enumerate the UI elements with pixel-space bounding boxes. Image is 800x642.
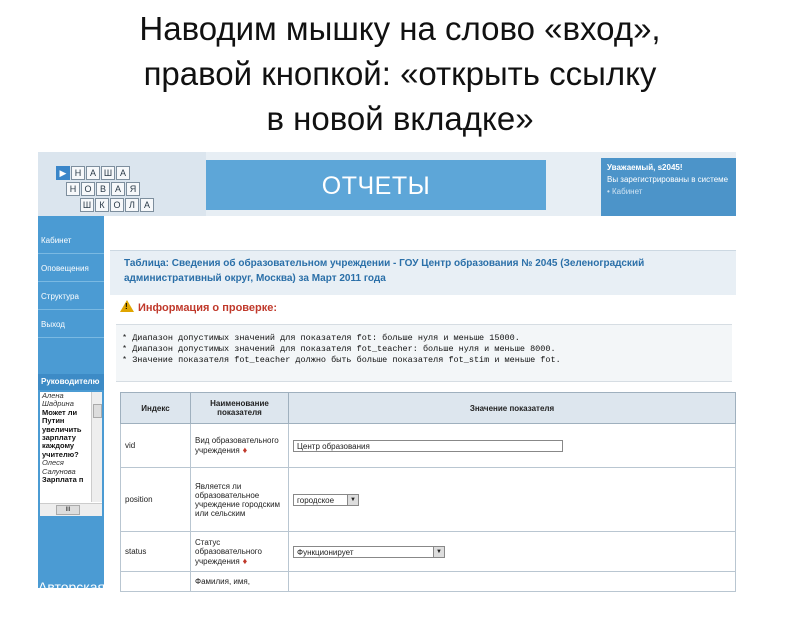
sidebar <box>38 216 106 639</box>
row-name: Является ли образовательное учреждение городским или сельским <box>191 468 289 532</box>
info-heading <box>120 300 277 314</box>
logo-tile: А <box>140 198 154 212</box>
logo-tile: Я <box>126 182 140 196</box>
row-index: status <box>121 532 191 572</box>
forum-topic: Зарплата п <box>42 475 84 485</box>
promo-line: "Эврика" <box>39 623 103 639</box>
pin-icon: ♦ <box>242 555 248 566</box>
logo-tile: О <box>81 182 95 196</box>
site-logo[interactable] <box>38 152 206 216</box>
table-row <box>121 532 736 572</box>
indicators-table <box>120 392 736 592</box>
logo-tile: Н <box>66 182 80 196</box>
pin-icon: ♦ <box>242 445 248 455</box>
sidebar-item-logout[interactable]: Выход <box>38 312 104 338</box>
sidebar-item-notifications[interactable]: Оповещения <box>38 256 104 282</box>
slide-title-line: Наводим мышку на слово «вход», <box>139 10 661 47</box>
table-caption <box>110 250 736 295</box>
cabinet-link[interactable]: • Кабинет <box>607 187 643 196</box>
user-greeting: Уважаемый, s2045! <box>607 163 683 172</box>
logo-tile: А <box>86 166 100 180</box>
row-value <box>289 424 736 468</box>
horizontal-scrollbar[interactable] <box>40 503 102 516</box>
scroll-thumb[interactable] <box>93 404 102 418</box>
column-header: Значение показателя <box>289 393 736 424</box>
vid-input[interactable] <box>293 440 563 452</box>
row-name <box>191 424 289 468</box>
promo-line: школа <box>50 601 92 617</box>
forum-author: Алена <box>42 391 64 400</box>
vid-value: Центр образования <box>297 441 370 451</box>
site-header <box>38 152 736 216</box>
logo-tile: О <box>110 198 124 212</box>
forum-topic: Может ли Путин увеличить зарплату каждому учителю? <box>42 407 82 459</box>
column-header: Наименование показателя <box>191 393 289 424</box>
forum-author: Олеся <box>42 458 64 468</box>
logo-tile: Н <box>71 166 85 180</box>
slide-title <box>0 6 800 141</box>
main-content <box>110 216 736 588</box>
table-row <box>121 468 736 532</box>
logo-tile: Л <box>125 198 139 212</box>
reports-banner <box>206 160 546 210</box>
logo-tile: К <box>95 198 109 212</box>
check-message: * Диапазон допустимых значений для показателя fot: больше нуля и меньше 15000. <box>122 333 520 343</box>
position-value: городское <box>297 495 335 505</box>
list-item[interactable] <box>40 392 92 459</box>
row-value <box>289 468 736 532</box>
warning-icon <box>120 300 134 312</box>
slide-title-line: правой кнопкой: «открыть ссылку <box>143 55 657 92</box>
row-index <box>121 572 191 592</box>
logo-tile: Ш <box>101 166 115 180</box>
chevron-down-icon[interactable]: ▼ <box>347 495 358 505</box>
sidebar-item-structure[interactable]: Структура <box>38 284 104 310</box>
check-messages <box>116 324 732 382</box>
user-panel <box>601 158 736 216</box>
logo-tile: А <box>116 166 130 180</box>
logo-tile: Ш <box>80 198 94 212</box>
chevron-down-icon[interactable]: ▼ <box>433 547 444 557</box>
screenshot <box>38 152 736 639</box>
row-index: vid <box>121 424 191 468</box>
registered-text: Вы зарегистрированы в системе <box>607 175 729 184</box>
forum-list <box>40 392 102 516</box>
check-message: * Значение показателя fot_teacher должно быть больше показателя fot_stim и меньше fot. <box>122 355 561 365</box>
forum-author-surname: Шадрина <box>42 399 74 409</box>
slide-title-line: в новой вкладке» <box>266 100 534 137</box>
list-item[interactable] <box>40 459 92 484</box>
banner-title: ОТЧЕТЫ <box>321 172 431 200</box>
table-row <box>121 572 736 592</box>
logo-tile: В <box>96 182 110 196</box>
row-value <box>289 532 736 572</box>
sidebar-section-head: Руководителю <box>38 374 104 390</box>
table-caption-text: Таблица: Сведения об образовательном учреждении - ГОУ Центр образования № 2045 (Зеленоградский административный округ, Москва) за Март 2011 года <box>124 258 645 284</box>
table-header-row <box>121 393 736 424</box>
check-message: * Диапазон допустимых значений для показателя fot_teacher: больше нуля и меньше 8000. <box>122 344 556 354</box>
row-name: Фамилия, имя, <box>191 572 289 592</box>
row-value <box>289 572 736 592</box>
status-value: Функционирует <box>297 547 354 557</box>
status-select[interactable] <box>293 546 445 558</box>
promo-line: Авторская <box>38 579 106 595</box>
row-index: position <box>121 468 191 532</box>
sidebar-item-cabinet[interactable]: Кабинет <box>38 228 104 254</box>
school-promo[interactable] <box>38 576 104 642</box>
vertical-scrollbar[interactable] <box>91 392 102 502</box>
row-name-text: Статус образовательного учреждения <box>195 537 262 566</box>
logo-tile: ▶ <box>56 166 70 180</box>
position-select[interactable] <box>293 494 359 506</box>
row-name-text: Вид образовательного учреждения <box>195 436 279 455</box>
column-header: Индекс <box>121 393 191 424</box>
forum-author-surname: Салунова <box>42 466 76 476</box>
row-name <box>191 532 289 572</box>
table-row <box>121 424 736 468</box>
scroll-handle[interactable]: III <box>56 505 80 515</box>
info-heading-text: Информация о проверке: <box>138 302 278 314</box>
logo-tile: А <box>111 182 125 196</box>
